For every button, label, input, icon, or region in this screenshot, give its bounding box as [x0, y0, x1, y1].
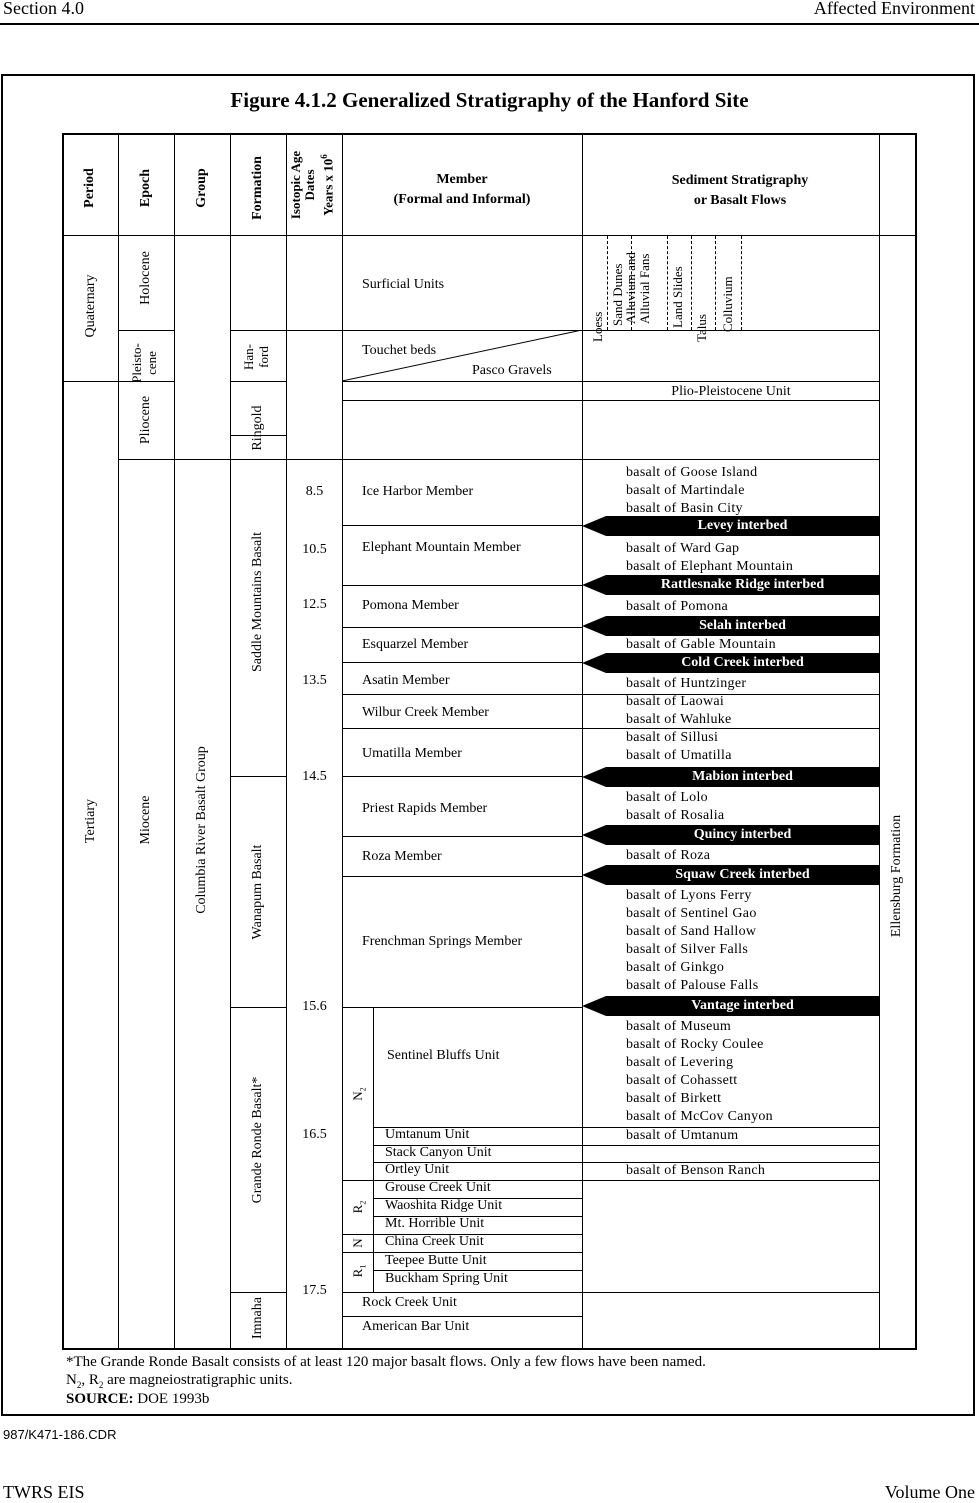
epoch-pliocene: Pliocene — [138, 395, 153, 445]
flows-sentinel-bluffs: basalt of Museum basalt of Rocky Coulee basalt of Levering basalt of Cohassett basalt of Birkett basalt of McCov Canyon — [626, 1019, 773, 1124]
age-16-5: 16.5 — [302, 1127, 327, 1142]
footnote-grande-ronde: *The Grande Ronde Basalt consists of at least 120 major basalt flows. Only a few flows have been named. — [66, 1354, 706, 1370]
flow-benson-ranch: basalt of Benson Ranch — [626, 1163, 766, 1178]
flows-elephant-mountain: basalt of Ward Gap basalt of Elephant Mountain — [626, 541, 794, 574]
epoch-pleistocene: Pleisto- cene — [129, 343, 159, 383]
footnote-source: SOURCE: DOE 1993b — [66, 1391, 210, 1407]
member-frenchman-springs: Frenchman Springs Member — [362, 934, 523, 949]
member-priest-rapids: Priest Rapids Member — [362, 801, 488, 816]
age-15-6: 15.6 — [302, 999, 327, 1014]
interbed-cold-creek: Cold Creek interbed — [606, 653, 879, 673]
age-13-5: 13.5 — [302, 673, 327, 688]
member-pasco-gravels: Pasco Gravels — [472, 363, 552, 378]
flows-ice-harbor: basalt of Goose Island basalt of Martindale basalt of Basin City — [626, 465, 758, 516]
flows-roza: basalt of Roza — [626, 848, 711, 863]
epoch-miocene: Miocene — [138, 795, 153, 845]
age-8-5: 8.5 — [305, 484, 324, 499]
sediment-loess: Loess — [590, 311, 605, 342]
member-ice-harbor: Ice Harbor Member — [362, 484, 474, 499]
header-rule — [0, 23, 979, 25]
interbed-levey: Levey interbed — [606, 516, 879, 536]
magneto-n: N — [350, 1238, 365, 1248]
flows-frenchman-springs: basalt of Lyons Ferry basalt of Sentinel Gao basalt of Sand Hallow basalt of Silver Falls basalt of Ginkgo basalt of Palouse Falls — [626, 888, 759, 993]
age-14-5: 14.5 — [302, 769, 327, 784]
sediment-colluvium: Colluvium — [720, 276, 735, 332]
flows-pomona: basalt of Pomona — [626, 599, 729, 614]
member-umatilla: Umatilla Member — [362, 746, 462, 761]
formation-imnaha: Imnaha — [250, 1297, 265, 1339]
member-roza: Roza Member — [362, 849, 442, 864]
flows-priest-rapids: basalt of Lolo basalt of Rosalia — [626, 790, 725, 823]
header-epoch: Epoch — [138, 168, 153, 208]
interbed-squaw-creek: Squaw Creek interbed — [606, 865, 879, 885]
interbed-mabion: Mabion interbed — [606, 767, 879, 787]
period-quaternary: Quaternary — [83, 274, 98, 338]
unit-ortley: Ortley Unit — [385, 1162, 450, 1177]
figure-title: Figure 4.1.2 Generalized Stratigraphy of the Hanford Site — [230, 88, 749, 112]
unit-grouse-creek: Grouse Creek Unit — [385, 1180, 491, 1195]
unit-mt-horrible: Mt. Horrible Unit — [385, 1216, 485, 1231]
unit-american-bar: American Bar Unit — [362, 1319, 470, 1334]
header-member: Member (Formal and Informal) — [393, 172, 531, 207]
interbed-selah: Selah interbed — [606, 616, 879, 636]
flows-asatin: basalt of Huntzinger — [626, 676, 747, 691]
unit-rock-creek: Rock Creek Unit — [362, 1295, 457, 1310]
header-title: Affected Environment — [813, 0, 975, 18]
formation-saddle-mountains: Saddle Mountains Basalt — [250, 532, 265, 672]
unit-teepee-butte: Teepee Butte Unit — [385, 1253, 487, 1268]
sediment-land-slides: Land Slides — [670, 266, 685, 328]
stratigraphy-table — [62, 133, 917, 1350]
unit-sentinel-bluffs: Sentinel Bluffs Unit — [387, 1048, 500, 1063]
interbed-quincy: Quincy interbed — [606, 825, 879, 845]
sediment-alluvium: Alluvium and Alluvial Fans — [623, 252, 652, 324]
age-12-5: 12.5 — [302, 597, 327, 612]
header-sediment: Sediment Stratigraphy or Basalt Flows — [671, 173, 809, 208]
interbed-vantage: Vantage interbed — [606, 996, 879, 1016]
flow-umtanum: basalt of Umtanum — [626, 1128, 739, 1143]
member-touchet-beds: Touchet beds — [362, 343, 437, 358]
member-wilbur-creek: Wilbur Creek Member — [362, 705, 489, 720]
member-esquarzel: Esquarzel Member — [362, 637, 469, 652]
age-10-5: 10.5 — [302, 542, 327, 557]
member-pomona: Pomona Member — [362, 598, 459, 613]
sediment-sand-dunes: Sand Dunes — [610, 263, 625, 326]
period-tertiary: Tertiary — [83, 798, 98, 844]
magneto-n2: $N_2$ — [350, 1087, 368, 1101]
group-columbia-river: Columbia River Basalt Group — [194, 746, 209, 914]
flows-wilbur-creek: basalt of Laowai basalt of Wahluke — [626, 694, 732, 727]
formation-ringold: Ringold — [250, 405, 265, 451]
magneto-r1: $R_1$ — [350, 1264, 368, 1278]
formation-wanapum: Wanapum Basalt — [250, 844, 265, 940]
formation-grande-ronde: Grande Ronde Basalt* — [250, 1076, 265, 1204]
footer-right: Volume One — [884, 1482, 975, 1502]
unit-buckham-spring: Buckham Spring Unit — [385, 1271, 508, 1286]
plio-pleistocene-unit: Plio-Pleistocene Unit — [671, 384, 791, 399]
epoch-holocene: Holocene — [138, 251, 153, 305]
age-17-5: 17.5 — [302, 1283, 327, 1298]
unit-china-creek: China Creek Unit — [385, 1234, 484, 1249]
header-formation: Formation — [250, 156, 265, 220]
unit-waoshita-ridge: Waoshita Ridge Unit — [385, 1198, 503, 1213]
footer-left: TWRS EIS — [3, 1482, 85, 1502]
footnote-magneto: $N_2$, $R_2$ are magneiostratigraphic units. — [66, 1372, 293, 1390]
unit-umtanum: Umtanum Unit — [385, 1127, 470, 1142]
file-reference: 987/K471-186.CDR — [3, 1427, 117, 1442]
member-surficial-units: Surficial Units — [362, 277, 445, 292]
sediment-talus: Talus — [694, 314, 709, 342]
member-asatin: Asatin Member — [362, 673, 450, 688]
ellensburg-formation: Ellensburg Formation — [889, 814, 904, 938]
interbed-rattlesnake-ridge: Rattlesnake Ridge interbed — [606, 575, 879, 595]
header-period: Period — [82, 168, 97, 208]
header-age: Isotopic Age Dates Years x $10^6$ — [288, 150, 336, 220]
flows-umatilla: basalt of Sillusi basalt of Umatilla — [626, 730, 732, 763]
magneto-r2: $R_2$ — [350, 1200, 368, 1214]
unit-stack-canyon: Stack Canyon Unit — [385, 1145, 492, 1160]
header-section: Section 4.0 — [3, 0, 84, 18]
header-group: Group — [194, 168, 209, 208]
member-elephant-mountain: Elephant Mountain Member — [362, 540, 521, 555]
formation-hanford: Han- ford — [241, 344, 271, 370]
flows-esquarzel: basalt of Gable Mountain — [626, 637, 776, 652]
